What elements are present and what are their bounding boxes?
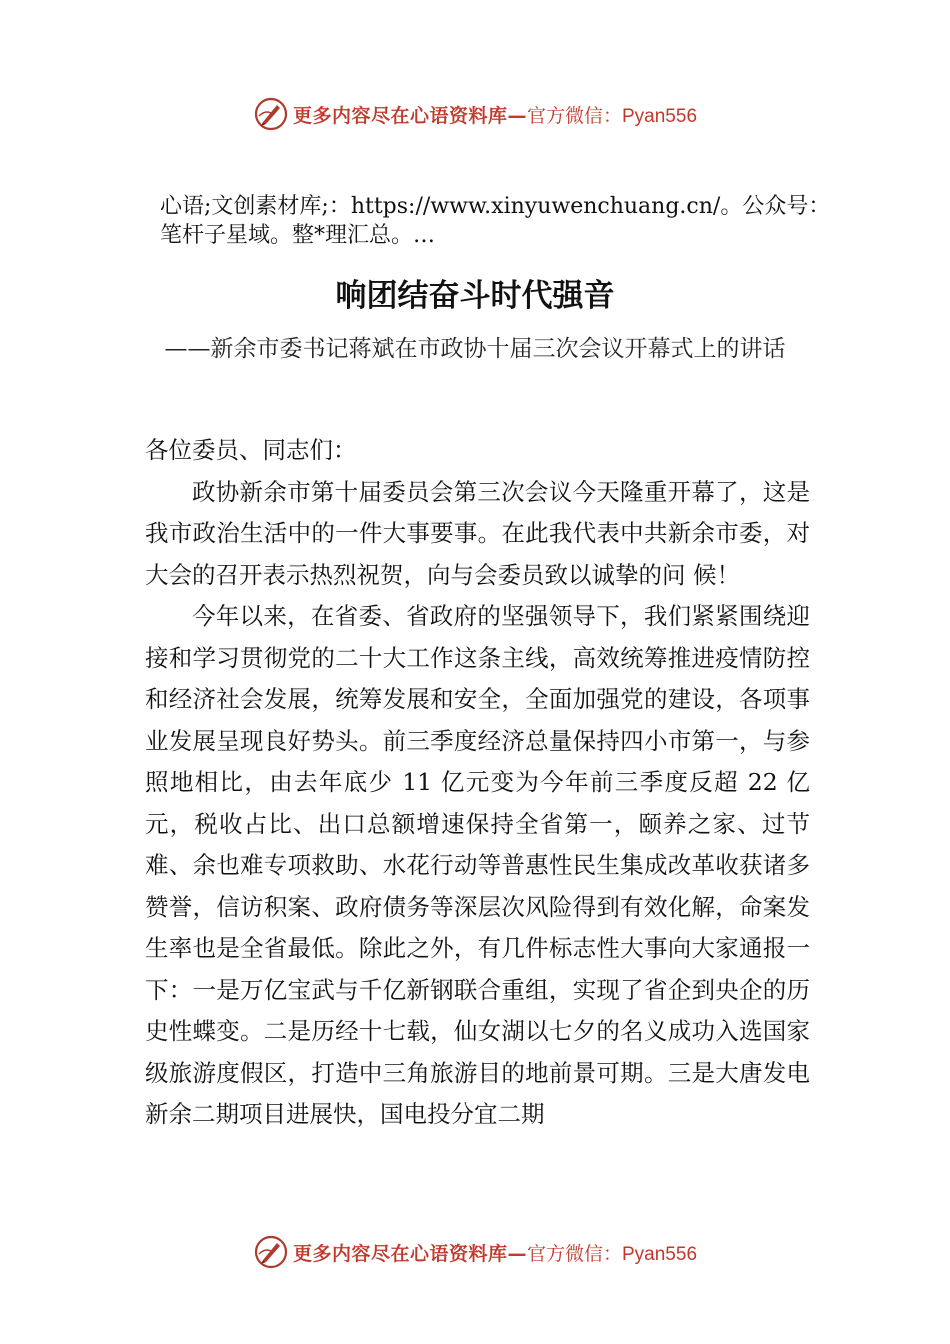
salutation: 各位委员、同志们： [145, 436, 357, 464]
banner-brand-text: 更多内容尽在心语资料库— [292, 1242, 527, 1265]
banner-wechat-text: 官方微信：Pyan556 [527, 105, 698, 127]
document-body [145, 430, 810, 1136]
source-note: 心语;文创素材库;：https://www.xinyuwenchuang.cn/。公众号：笔杆子星域。整*理汇总。… [160, 194, 831, 248]
pen-logo-icon [253, 1234, 289, 1270]
paragraph-1: 政协新余市第十届委员会第三次会议今天隆重开幕了，这是我市政治生活中的一件大事要事。在此我代表中共新余市委，对大会的召开表示热烈祝贺，向与会委员致以诚挚的问 候！ [145, 477, 810, 589]
pen-logo-icon [253, 96, 289, 132]
banner-wechat-text: 官方微信：Pyan556 [527, 1243, 698, 1265]
header-watermark-banner [0, 94, 950, 134]
paragraph-2: 今年以来，在省委、省政府的坚强领导下，我们紧紧围绕迎接和学习贯彻党的二十大工作这条主线，高效统筹推进疫情防控和经济社会发展，统筹发展和安全，全面加强党的建设，各项事业发展呈现良好势头。前三季度经济总量保持四小市第一，与参照地相比，由去年底少 11 亿元变为今年前三季度反超 22 亿元，税收占比、出口总额增速保持全省第一，颐养之家、过节难、余也难专项救助、水花行动等普惠性民生集成改革收获诸多赞誉，信访积案、政府债务等深层次风险得到有效化解，命案发生率也是全省最低。除此之外，有几件标志性大事向大家通报一下：一是万亿宝武与千亿新钢联合重组，实现了省企到央企的历史性蝶变。二是历经十七载，仙女湖以七夕的名义成功入选国家级旅游度假区，打造中三角旅游目的地前景可期。三是大唐发电新余二期项目进展快，国电投分宜二期 [145, 602, 810, 1128]
document-title: 响团结奋斗时代强音 [335, 278, 615, 314]
footer-watermark-banner [0, 1232, 950, 1272]
banner-brand-text: 更多内容尽在心语资料库— [292, 104, 527, 127]
document-subtitle: ——新余市委书记蒋斌在市政协十届三次会议开幕式上的讲话 [164, 336, 786, 362]
